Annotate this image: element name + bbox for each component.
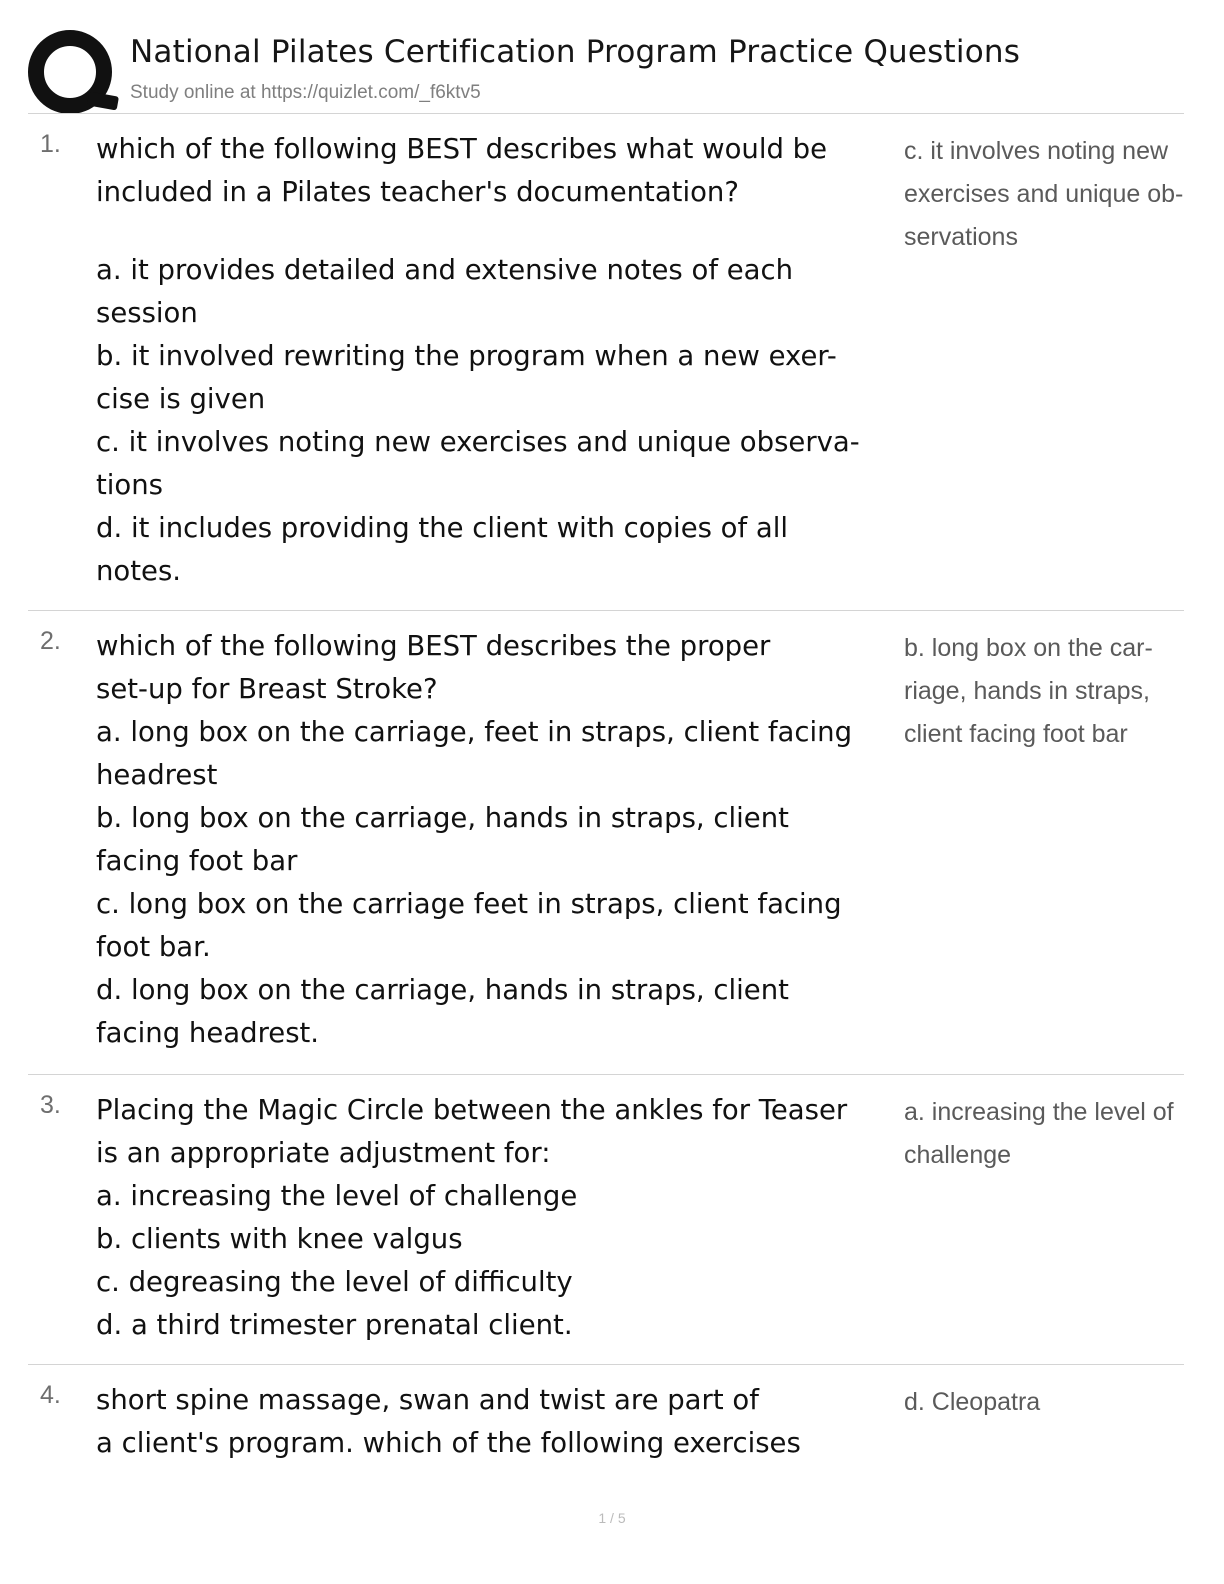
option-line: c. long box on the carriage feet in straps, client facing bbox=[96, 888, 842, 920]
question-line: set-up for Breast Stroke? bbox=[96, 673, 438, 705]
option-line: c. degreasing the level of difficulty bbox=[96, 1266, 573, 1298]
answer-line: servations bbox=[904, 223, 1018, 251]
question-number: 2. bbox=[40, 627, 61, 655]
option-line: facing foot bar bbox=[96, 845, 298, 877]
option-line: notes. bbox=[96, 555, 182, 587]
study-online-link[interactable]: Study online at https://quizlet.com/_f6ktv5 bbox=[130, 82, 481, 103]
answer-line: client facing foot bar bbox=[904, 720, 1128, 748]
option-line: a. it provides detailed and extensive notes of each bbox=[96, 254, 794, 286]
question-line: is an appropriate adjustment for: bbox=[96, 1137, 551, 1169]
option-line: facing headrest. bbox=[96, 1017, 320, 1049]
answer-line: c. it involves noting new bbox=[904, 137, 1169, 165]
answer-line: b. long box on the car- bbox=[904, 634, 1153, 662]
option-line: d. it includes providing the client with copies of all bbox=[96, 512, 789, 544]
question-line: which of the following BEST describes the proper bbox=[96, 630, 771, 662]
option-line: cise is given bbox=[96, 383, 266, 415]
option-line: b. clients with knee valgus bbox=[96, 1223, 463, 1255]
question-line: Placing the Magic Circle between the ankles for Teaser bbox=[96, 1094, 848, 1126]
option-line: c. it involves noting new exercises and unique observa- bbox=[96, 426, 860, 458]
option-line: b. it involved rewriting the program when a new exer- bbox=[96, 340, 837, 372]
answer-line: a. increasing the level of bbox=[904, 1098, 1174, 1126]
answer-line: d. Cleopatra bbox=[904, 1388, 1041, 1416]
answer-text bbox=[904, 627, 1166, 756]
question-text bbox=[96, 128, 906, 593]
option-line: session bbox=[96, 297, 198, 329]
option-line: d. a third trimester prenatal client. bbox=[96, 1309, 573, 1341]
option-line: b. long box on the carriage, hands in straps, client bbox=[96, 802, 789, 834]
page-number: 1 / 5 bbox=[598, 1510, 626, 1526]
question-number: 1. bbox=[40, 130, 61, 158]
option-line: a. increasing the level of challenge bbox=[96, 1180, 578, 1212]
question-line: a client's program. which of the following exercises bbox=[96, 1427, 801, 1459]
question-line: included in a Pilates teacher's documentation? bbox=[96, 176, 739, 208]
question-divider bbox=[28, 610, 1184, 611]
option-line: tions bbox=[96, 469, 164, 501]
page-header bbox=[28, 24, 1188, 116]
answer-text bbox=[904, 130, 1184, 259]
option-line: d. long box on the carriage, hands in straps, client bbox=[96, 974, 789, 1006]
option-line: headrest bbox=[96, 759, 218, 791]
answer-line: riage, hands in straps, bbox=[904, 677, 1150, 705]
header-divider bbox=[28, 113, 1184, 114]
question-text bbox=[96, 1089, 906, 1347]
answer-text bbox=[904, 1381, 1166, 1424]
spacer bbox=[96, 214, 906, 249]
answer-line: challenge bbox=[904, 1141, 1012, 1169]
answer-line: exercises and unique ob- bbox=[904, 180, 1184, 208]
question-divider bbox=[28, 1074, 1184, 1075]
option-line: foot bar. bbox=[96, 931, 211, 963]
question-line: short spine massage, swan and twist are part of bbox=[96, 1384, 759, 1416]
question-divider bbox=[28, 1364, 1184, 1365]
question-number: 4. bbox=[40, 1381, 61, 1409]
question-text bbox=[96, 625, 906, 1055]
question-text bbox=[96, 1379, 906, 1465]
question-number: 3. bbox=[40, 1091, 61, 1119]
answer-text bbox=[904, 1091, 1174, 1177]
question-line: which of the following BEST describes what would be bbox=[96, 133, 828, 165]
page-title: National Pilates Certification Program Practice Questions bbox=[130, 34, 1021, 70]
option-line: a. long box on the carriage, feet in straps, client facing bbox=[96, 716, 853, 748]
